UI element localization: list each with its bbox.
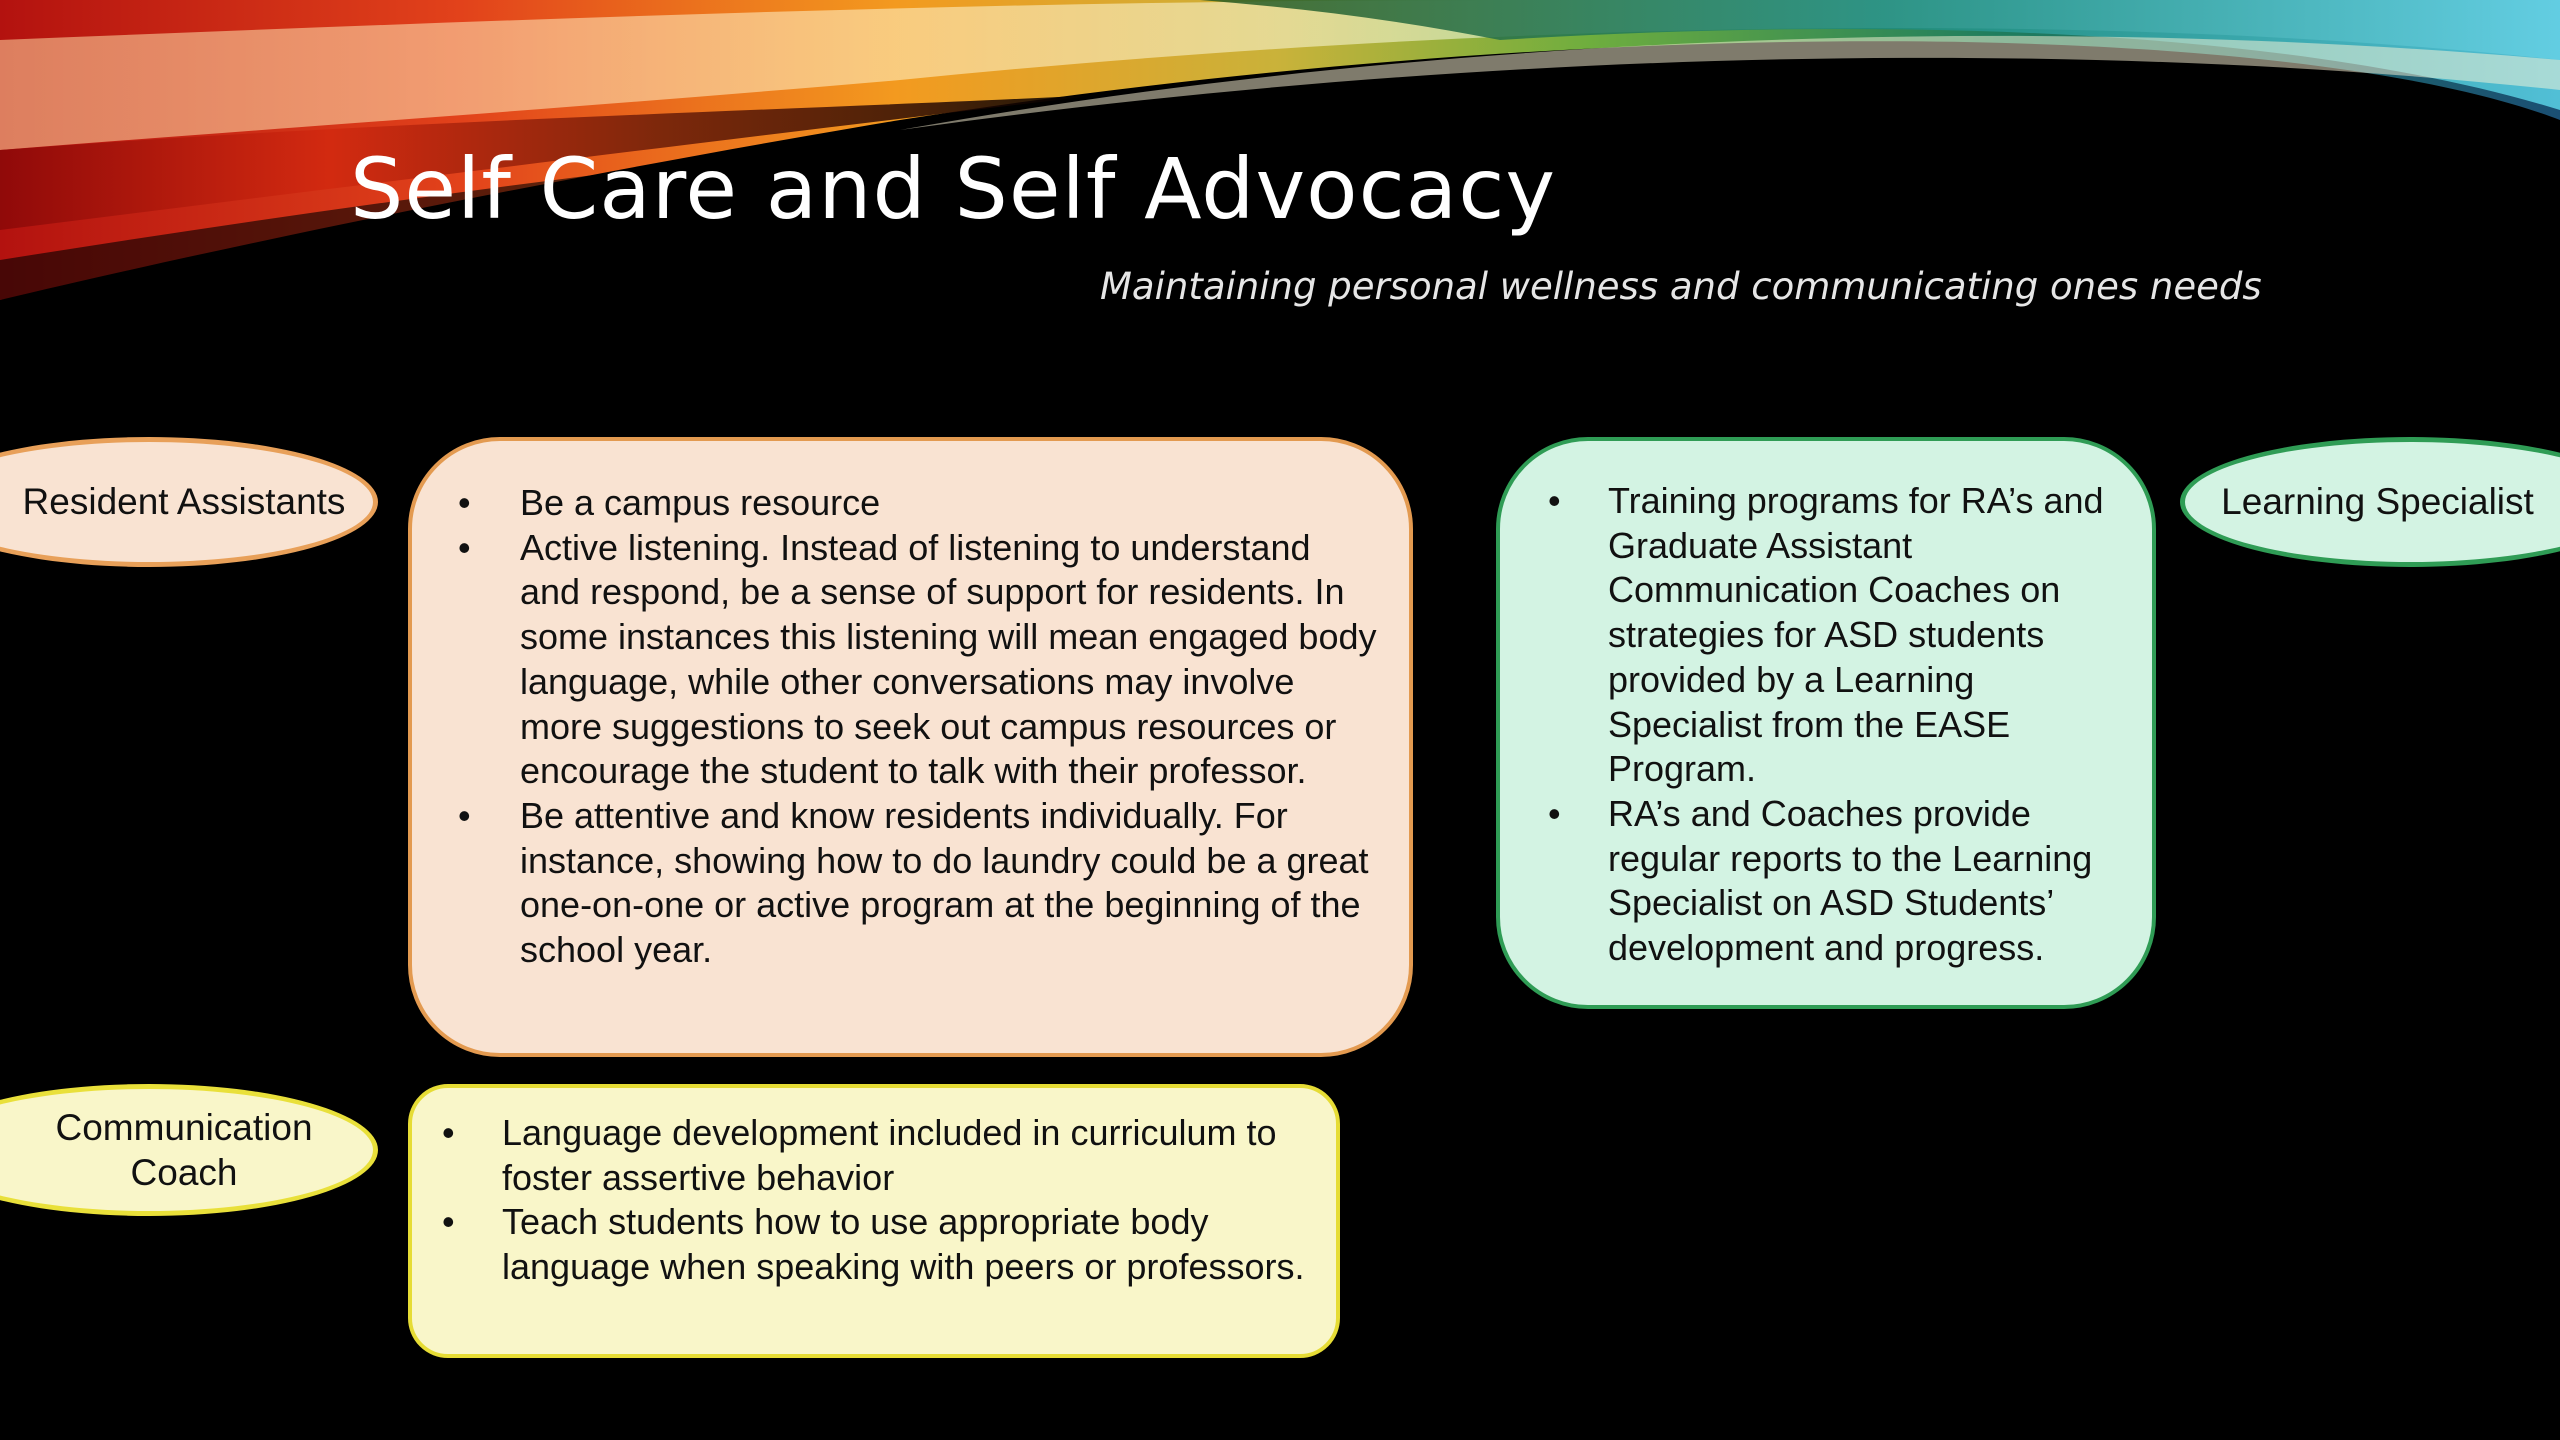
list-item: • Language development included in curriculum to foster assertive behavior	[412, 1111, 1316, 1200]
communication-coach-bullets	[412, 1111, 1316, 1290]
list-item: • RA’s and Coaches provide regular reports to the Learning Specialist on ASD Students’ development and progress.	[1500, 792, 2132, 971]
learning-specialist-bullets	[1500, 479, 2132, 971]
learning-specialist-label	[2180, 437, 2560, 567]
learning-specialist-box	[1496, 437, 2156, 1009]
slide-title: Self Care and Self Advocacy	[350, 140, 1557, 238]
list-item: • Be attentive and know residents individually. For instance, showing how to do laundry could be a great one-on-one or active program at the beginning of the school year.	[412, 794, 1379, 973]
communication-coach-box	[408, 1084, 1340, 1358]
resident-assistants-box	[408, 437, 1413, 1057]
resident-assistants-label-text: Resident Assistants	[22, 481, 346, 523]
list-item: • Teach students how to use appropriate body language when speaking with peers or professors.	[412, 1200, 1316, 1289]
list-item: • Active listening. Instead of listening to understand and respond, be a sense of support for residents. In some instances this listening will mean engaged body language, while other conversations may involve more suggestions to seek out campus resources or encourage the student to talk with their professor.	[412, 526, 1379, 794]
learning-specialist-label-text: Learning Specialist	[2221, 481, 2534, 523]
list-item: • Training programs for RA’s and Graduate Assistant Communication Coaches on strategies for ASD students provided by a Learning Specialist from the EASE Program.	[1500, 479, 2132, 792]
communication-coach-label-text: Communication Coach	[55, 1106, 313, 1193]
resident-assistants-bullets	[412, 481, 1379, 973]
communication-coach-label	[0, 1084, 378, 1216]
slide-subtitle: Maintaining personal wellness and communicating ones needs	[1100, 265, 2262, 308]
resident-assistants-label	[0, 437, 378, 567]
list-item: • Be a campus resource	[412, 481, 1379, 526]
